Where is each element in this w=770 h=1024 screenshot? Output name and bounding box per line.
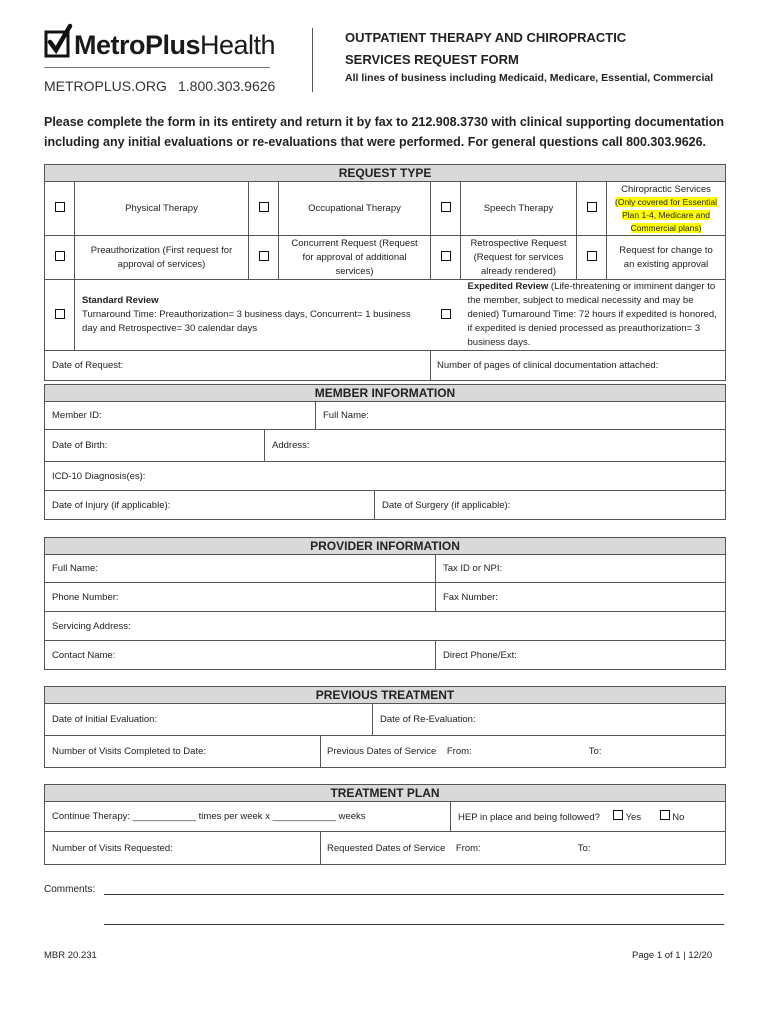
- metroplus-checkmark-logo-icon: [44, 22, 74, 66]
- treatment-plan-header: TREATMENT PLAN: [45, 785, 726, 802]
- hep-cell: [451, 802, 726, 832]
- member-information-table: [44, 384, 726, 520]
- form-subtitle: All lines of business including Medicaid, Medicare, Essential, Commercial: [345, 72, 714, 84]
- standard-review-checkbox[interactable]: [45, 280, 75, 351]
- requested-dates-field[interactable]: [321, 832, 726, 865]
- chiropractic-cell: [607, 182, 726, 236]
- retrospective-request-label: Retrospective Request (Request for services already rendered): [461, 236, 577, 280]
- concurrent-request-checkbox[interactable]: [249, 236, 279, 280]
- continue-therapy-field[interactable]: Continue Therapy: ____________ times per week x ____________ weeks: [45, 802, 451, 832]
- form-title-line1: OUTPATIENT THERAPY AND CHIROPRACTIC: [345, 30, 627, 45]
- date-of-request-field[interactable]: Date of Request:: [45, 351, 431, 381]
- comments-label: Comments:: [44, 884, 96, 895]
- requested-dates-label: Requested Dates of Service: [327, 842, 446, 854]
- speech-therapy-checkbox[interactable]: [431, 182, 461, 236]
- member-info-header: MEMBER INFORMATION: [45, 385, 726, 402]
- logo-wordmark: MetroPlusHealth: [74, 30, 276, 60]
- retrospective-request-checkbox[interactable]: [431, 236, 461, 280]
- provider-information-table: [44, 537, 726, 670]
- visits-completed-field[interactable]: Number of Visits Completed to Date:: [45, 736, 321, 768]
- hep-yes-checkbox[interactable]: [613, 810, 623, 820]
- icd10-diagnosis-field[interactable]: ICD-10 Diagnosis(es):: [45, 462, 726, 491]
- form-title-line2: SERVICES REQUEST FORM: [345, 52, 519, 67]
- date-of-surgery-field[interactable]: Date of Surgery (if applicable):: [375, 491, 726, 520]
- expedited-review-text: (Life-threatening or imminent danger to the member, subject to medical necessity and may be denied) Turnaround Time: 72 hours if expedited is honored, if expedited is denied processed as preauthorization= 3 business days.: [467, 281, 717, 348]
- change-request-label: Request for change to an existing approval: [607, 236, 726, 280]
- contact-name-field[interactable]: Contact Name:: [45, 641, 436, 670]
- speech-therapy-label: Speech Therapy: [461, 182, 577, 236]
- expedited-review-checkbox[interactable]: [431, 280, 461, 351]
- standard-review-text: Turnaround Time: Preauthorization= 3 business days, Concurrent= 1 business day and Retrospective= 30 calendar days: [82, 309, 411, 334]
- expedited-review-title: Expedited Review: [467, 281, 549, 292]
- pages-attached-field[interactable]: Number of pages of clinical documentation attached:: [431, 351, 726, 381]
- preauthorization-checkbox[interactable]: [45, 236, 75, 280]
- physical-therapy-checkbox[interactable]: [45, 182, 75, 236]
- previous-dates-to-label: To:: [588, 746, 602, 757]
- requested-dates-from-label: From:: [455, 842, 481, 854]
- comments-line-2[interactable]: [104, 924, 724, 925]
- request-type-table: [44, 164, 726, 381]
- standard-review-cell: [75, 280, 431, 351]
- hep-no-label: No: [672, 812, 685, 823]
- member-address-field[interactable]: Address:: [265, 430, 726, 462]
- previous-treatment-table: [44, 686, 726, 768]
- hep-no-checkbox[interactable]: [660, 810, 670, 820]
- servicing-address-field[interactable]: Servicing Address:: [45, 612, 726, 641]
- chiropractic-coverage-note: (Only covered for Essential Plan 1-4, Medicare and Commercial plans): [615, 196, 718, 233]
- expedited-review-cell: [461, 280, 726, 351]
- logo-divider: [44, 67, 270, 68]
- provider-phone-field[interactable]: Phone Number:: [45, 583, 436, 612]
- date-of-birth-field[interactable]: Date of Birth:: [45, 430, 265, 462]
- requested-dates-to-label: To:: [577, 842, 591, 854]
- tax-id-npi-field[interactable]: Tax ID or NPI:: [436, 555, 726, 583]
- occupational-therapy-checkbox[interactable]: [249, 182, 279, 236]
- form-id: MBR 20.231: [44, 950, 97, 961]
- previous-dates-field[interactable]: [321, 736, 726, 768]
- hep-yes-label: Yes: [625, 812, 642, 823]
- member-id-field[interactable]: Member ID:: [45, 402, 316, 430]
- comments-line-1[interactable]: [104, 894, 724, 895]
- chiropractic-checkbox[interactable]: [577, 182, 607, 236]
- preauthorization-label: Preauthorization (First request for approval of services): [75, 236, 249, 280]
- concurrent-request-label: Concurrent Request (Request for approval of additional services): [279, 236, 431, 280]
- standard-review-title: Standard Review: [82, 295, 159, 306]
- initial-evaluation-date-field[interactable]: Date of Initial Evaluation:: [45, 704, 373, 736]
- previous-dates-from-label: From:: [446, 746, 472, 757]
- instructions-text: Please complete the form in its entirety and return it by fax to 212.908.3730 with clinical supporting documentation including any initial evaluations or re-evaluations that were performed. For general questions call 800.303.9626.: [44, 115, 725, 149]
- date-of-injury-field[interactable]: Date of Injury (if applicable):: [45, 491, 375, 520]
- change-request-checkbox[interactable]: [577, 236, 607, 280]
- website-text: METROPLUS.ORG: [44, 78, 167, 94]
- previous-treatment-header: PREVIOUS TREATMENT: [45, 687, 726, 704]
- provider-fax-field[interactable]: Fax Number:: [436, 583, 726, 612]
- occupational-therapy-label: Occupational Therapy: [279, 182, 431, 236]
- request-type-header: REQUEST TYPE: [45, 165, 726, 182]
- treatment-plan-table: [44, 784, 726, 865]
- chiropractic-label: Chiropractic Services: [621, 183, 711, 195]
- direct-phone-field[interactable]: Direct Phone/Ext:: [436, 641, 726, 670]
- previous-dates-label: Previous Dates of Service: [327, 746, 437, 757]
- visits-requested-field[interactable]: Number of Visits Requested:: [45, 832, 321, 865]
- hep-label: HEP in place and being followed?: [458, 812, 600, 823]
- header-divider: [312, 28, 313, 92]
- page-number: Page 1 of 1 | 12/20: [632, 950, 713, 961]
- provider-info-header: PROVIDER INFORMATION: [45, 538, 726, 555]
- member-full-name-field[interactable]: Full Name:: [316, 402, 726, 430]
- provider-full-name-field[interactable]: Full Name:: [45, 555, 436, 583]
- re-evaluation-date-field[interactable]: Date of Re-Evaluation:: [373, 704, 726, 736]
- physical-therapy-label: Physical Therapy: [75, 182, 249, 236]
- phone-text: 1.800.303.9626: [178, 78, 276, 94]
